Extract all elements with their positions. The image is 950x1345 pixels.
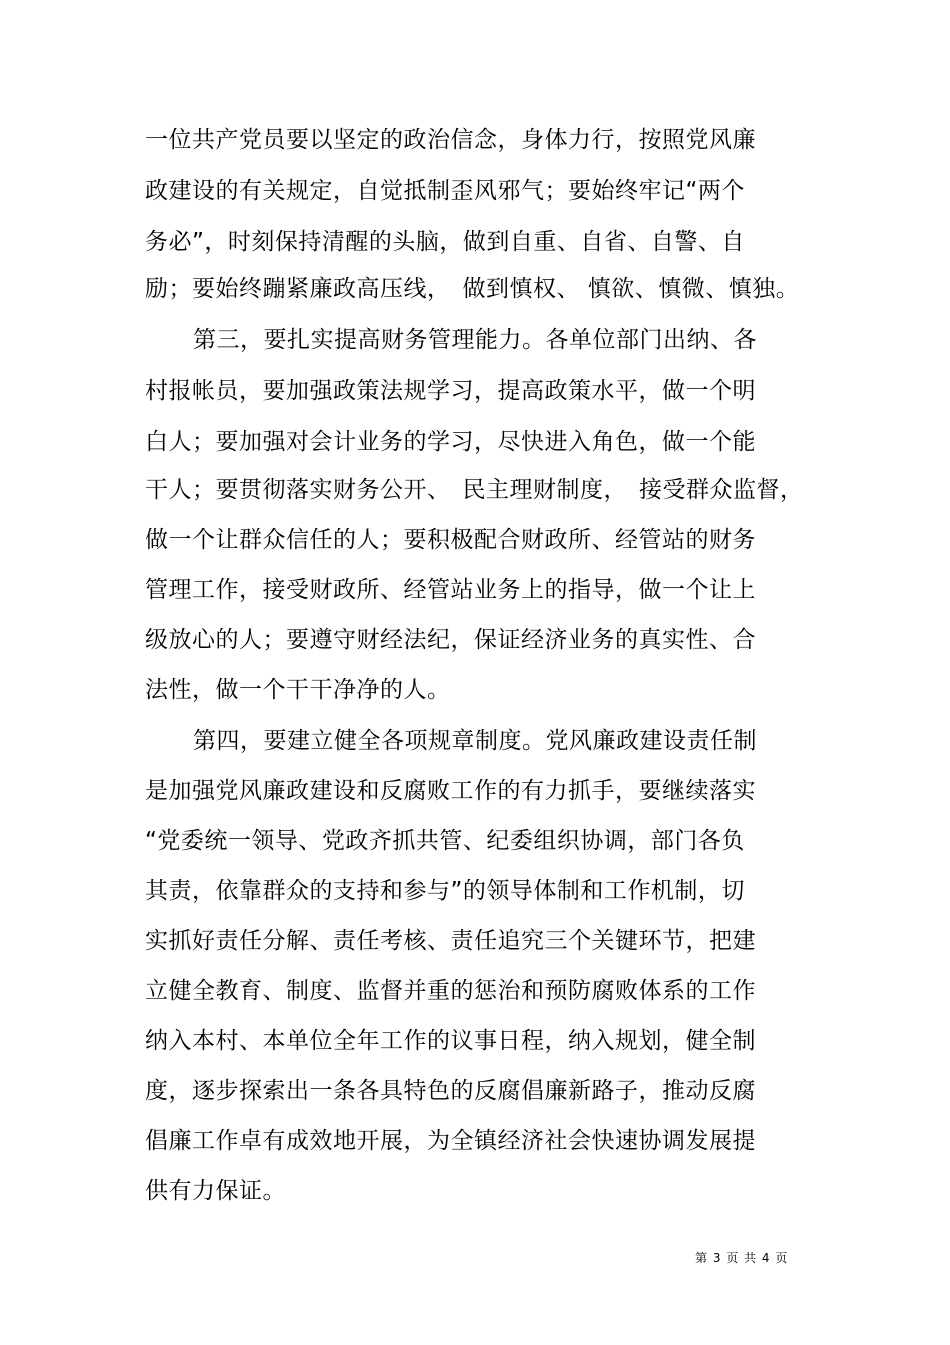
text-line: 一位共产党员要以坚定的政治信念，身体力行，按照党风廉	[145, 127, 756, 153]
text-line: 励；要始终蹦紧廉政高压线， 做到慎权、 慎欲、慎微、慎独。	[145, 276, 800, 302]
text-line: 是加强党风廉政建设和反腐败工作的有力抓手，要继续落实	[145, 778, 756, 804]
text-line: 做一个让群众信任的人；要积极配合财政所、经管站的财务	[145, 527, 756, 553]
text-line: 实抓好责任分解、责任考核、责任追究三个关键环节，把建	[145, 928, 756, 954]
paragraph-start-line: 第四，要建立健全各项规章制度。党风廉政建设责任制	[193, 728, 757, 754]
paragraph-start-line: 第三，要扎实提高财务管理能力。各单位部门出纳、各	[193, 327, 757, 353]
text-line: 政建设的有关规定，自觉抵制歪风邪气；要始终牢记“两个	[145, 178, 745, 204]
text-line: 务必”，时刻保持清醒的头脑，做到自重、自省、自警、自	[145, 229, 745, 255]
text-line: 度，逐步探索出一条各具特色的反腐倡廉新路子，推动反腐	[145, 1078, 756, 1104]
text-line: 干人；要贯彻落实财务公开、 民主理财制度， 接受群众监督，	[145, 477, 804, 503]
text-line: 立健全教育、制度、监督并重的惩治和预防腐败体系的工作	[145, 978, 756, 1004]
text-line: “党委统一领导、党政齐抓共管、纪委组织协调，部门各负	[145, 828, 745, 854]
text-line: 级放心的人；要遵守财经法纪，保证经济业务的真实性、合	[145, 627, 756, 653]
text-line: 白人；要加强对会计业务的学习，尽快进入角色，做一个能	[145, 429, 756, 455]
text-line: 纳入本村、本单位全年工作的议事日程，纳入规划，健全制	[145, 1028, 756, 1054]
text-line: 供有力保证。	[145, 1178, 286, 1204]
page-number-footer: 第 3 页 共 4 页	[695, 1251, 789, 1265]
text-line: 村报帐员，要加强政策法规学习，提高政策水平，做一个明	[145, 378, 756, 404]
text-line: 倡廉工作卓有成效地开展，为全镇经济社会快速协调发展提	[145, 1128, 756, 1154]
text-line: 管理工作，接受财政所、经管站业务上的指导，做一个让上	[145, 577, 756, 603]
text-line: 其责，依靠群众的支持和参与”的领导体制和工作机制，切	[145, 878, 745, 904]
text-line: 法性，做一个干干净净的人。	[145, 677, 451, 703]
